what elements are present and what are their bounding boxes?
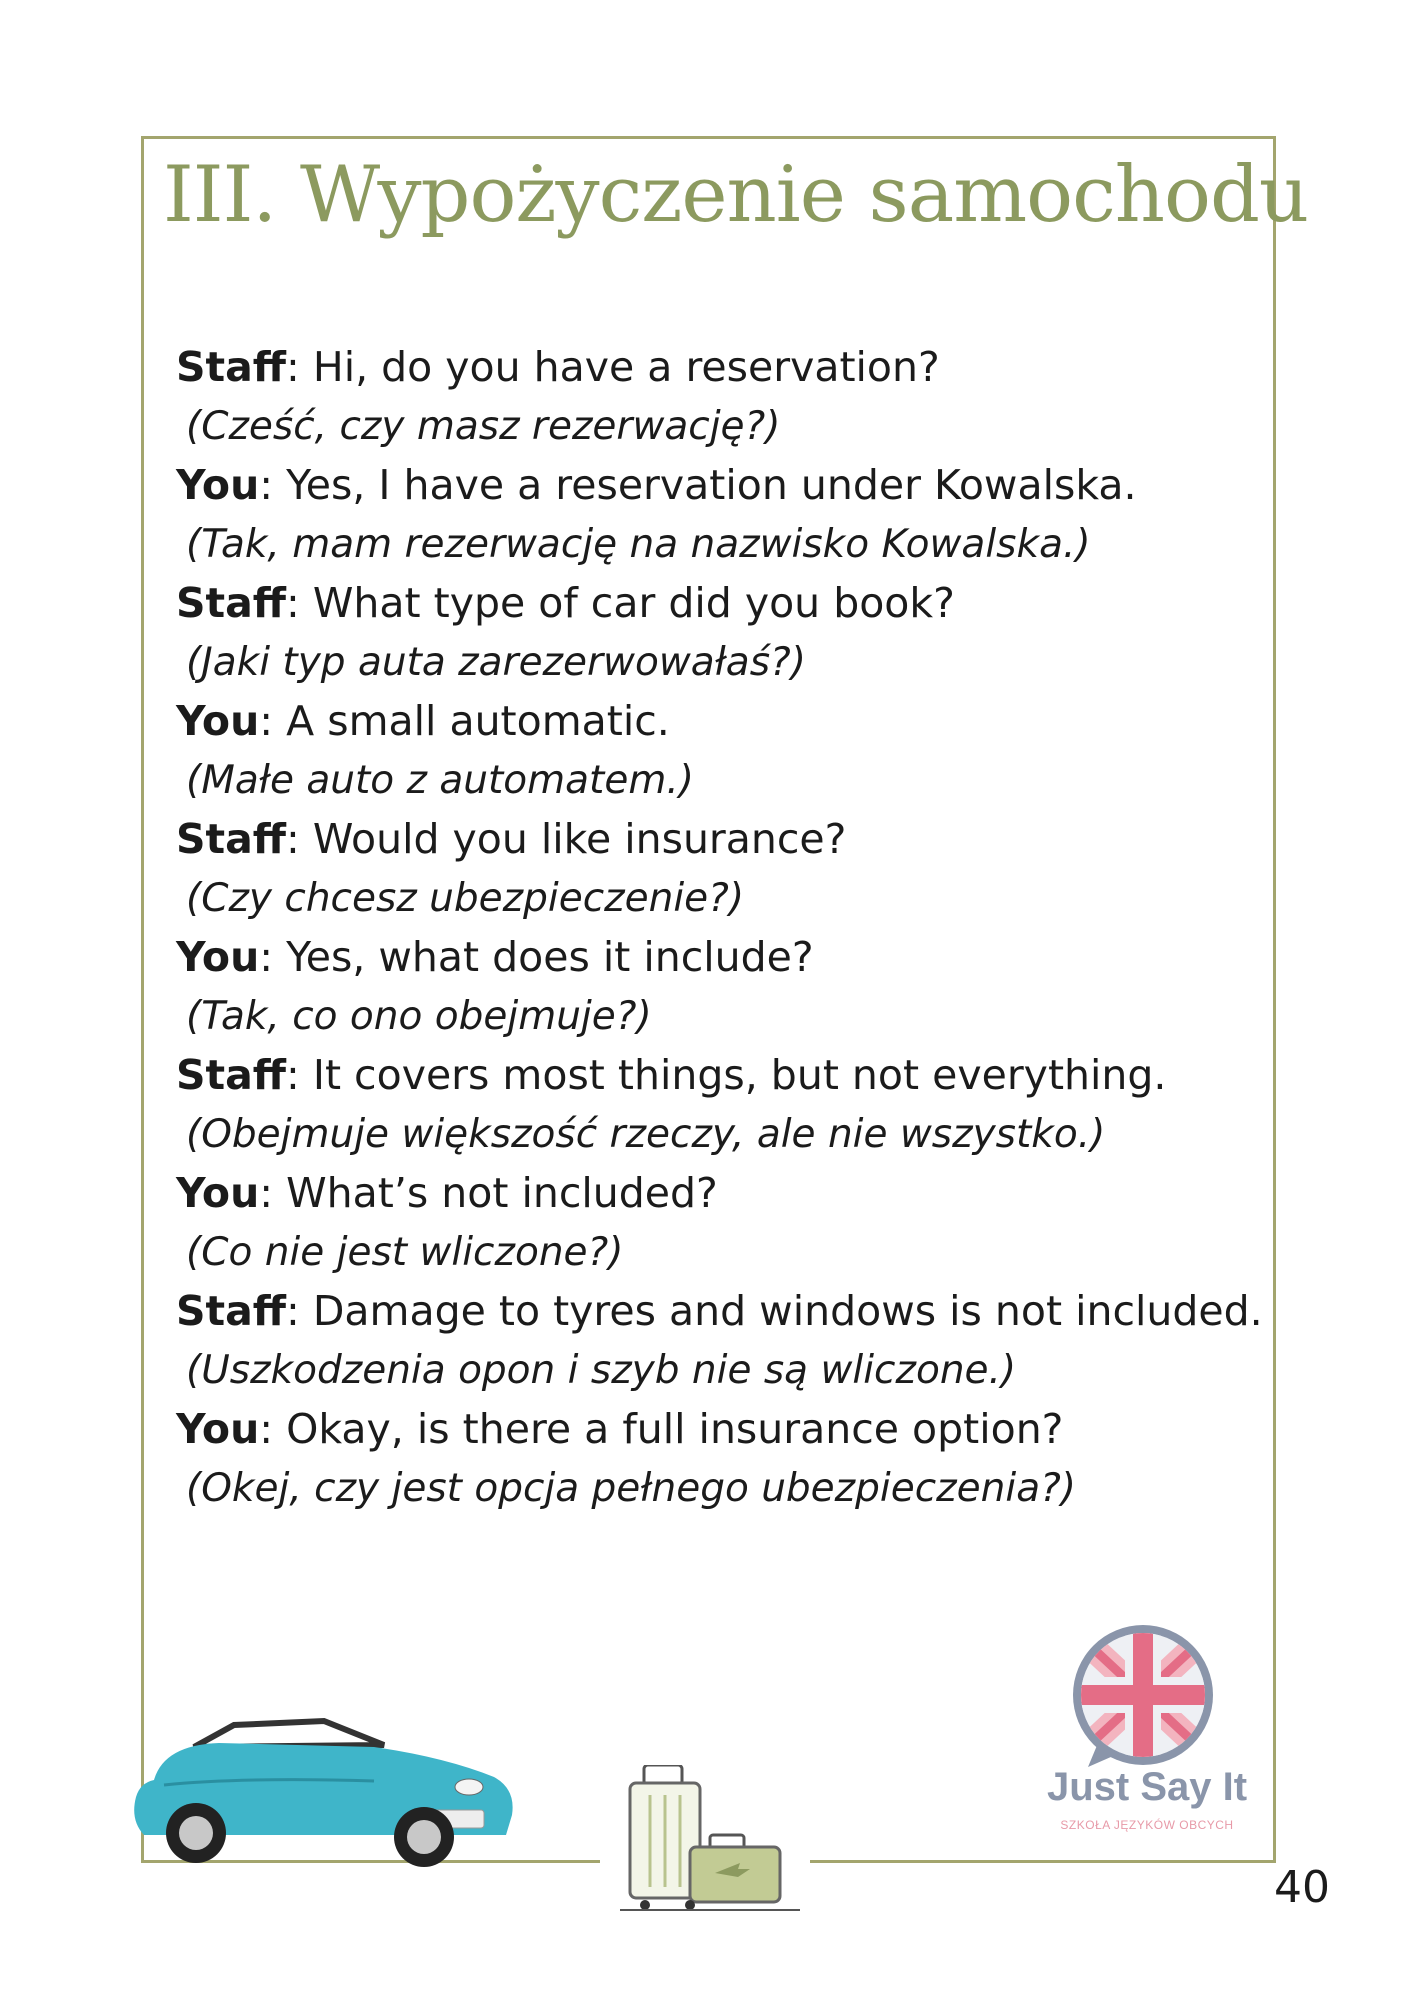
- dialogue-line: [176, 1046, 1226, 1105]
- car-icon: [124, 1685, 524, 1875]
- logo-subtitle: SZKOŁA JĘZYKÓW OBCYCH: [1060, 1818, 1234, 1832]
- page-number: 40: [1274, 1862, 1330, 1913]
- utterance: : Would you like insurance?: [286, 815, 847, 863]
- dialogue-line: [176, 1400, 1226, 1459]
- dialogue-line: [176, 1164, 1226, 1223]
- translation: (Uszkodzenia opon i szyb nie są wliczone.): [186, 1348, 1017, 1393]
- speaker: Staff: [176, 1051, 287, 1099]
- dialogue-line: [176, 1282, 1263, 1341]
- speaker: You: [176, 461, 260, 509]
- utterance: : What type of car did you book?: [286, 579, 955, 627]
- translation: (Małe auto z automatem.): [186, 758, 694, 803]
- speaker: Staff: [176, 815, 287, 863]
- dialogue: [176, 338, 1263, 1518]
- logo-name: Just Say It: [1046, 1765, 1248, 1809]
- utterance: : What’s not included?: [259, 1169, 718, 1217]
- speaker: Staff: [176, 343, 287, 391]
- dialogue-line: [176, 692, 1226, 751]
- utterance: : Damage to tyres and windows is not included.: [286, 1287, 1263, 1335]
- utterance: : Okay, is there a full insurance option?: [259, 1405, 1064, 1453]
- translation: (Okej, czy jest opcja pełnego ubezpieczenia?): [186, 1466, 1077, 1511]
- utterance: : Hi, do you have a reservation?: [286, 343, 940, 391]
- dialogue-line: [176, 928, 1226, 987]
- dialogue-line: [176, 810, 1226, 869]
- translation: (Jaki typ auta zarezerwowałaś?): [186, 640, 806, 685]
- speaker: You: [176, 933, 260, 981]
- page-title: III. Wypożyczenie samochodu: [163, 150, 1309, 240]
- translation: (Cześć, czy masz rezerwację?): [186, 404, 781, 449]
- luggage-icon: [620, 1765, 800, 1915]
- translation: (Obejmuje większość rzeczy, ale nie wszystko.): [186, 1112, 1106, 1157]
- translation: (Co nie jest wliczone?): [186, 1230, 624, 1275]
- utterance: : Yes, I have a reservation under Kowalska.: [259, 461, 1137, 509]
- speaker: You: [176, 1169, 260, 1217]
- translation: (Tak, co ono obejmuje?): [186, 994, 652, 1039]
- translation: (Czy chcesz ubezpieczenie?): [186, 876, 745, 921]
- speaker: You: [176, 1405, 260, 1453]
- dialogue-line: [176, 338, 1226, 397]
- dialogue-line: [176, 456, 1226, 515]
- logo-icon: [1028, 1615, 1258, 1845]
- translation: (Tak, mam rezerwację na nazwisko Kowalska.): [186, 522, 1091, 567]
- utterance: : Yes, what does it include?: [259, 933, 814, 981]
- dialogue-line: [176, 574, 1226, 633]
- utterance: : It covers most things, but not everything.: [286, 1051, 1167, 1099]
- speaker: Staff: [176, 579, 287, 627]
- utterance: : A small automatic.: [259, 697, 670, 745]
- speaker: You: [176, 697, 260, 745]
- speaker: Staff: [176, 1287, 287, 1335]
